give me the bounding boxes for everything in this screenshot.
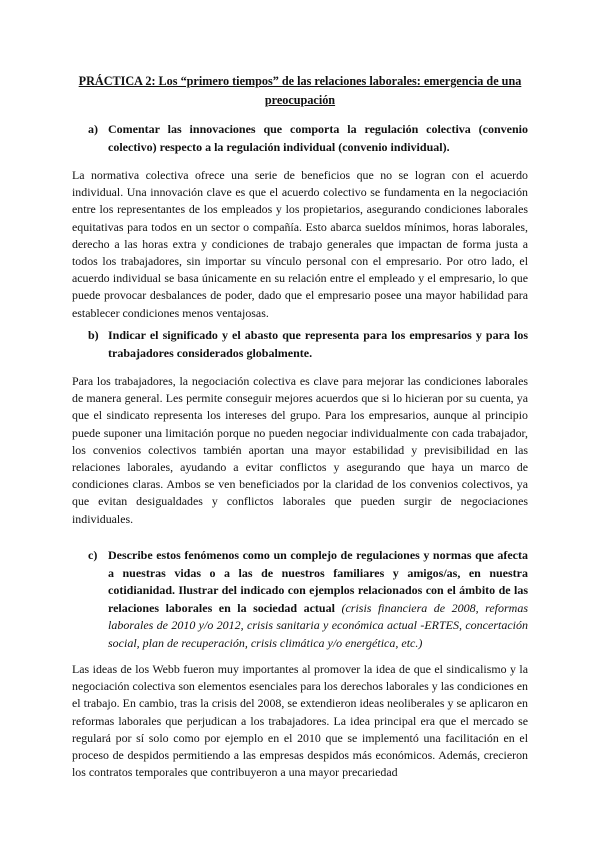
section-c-heading-italic: (crisis financiera de 2008, reformas laborales de 2010 y/o 2012, crisis sanitaria y económica actual -ERTES, concertación social, plan de recuperación, crisis climática y/o energética, etc.): [108, 600, 529, 650]
section-b-number: b): [88, 328, 99, 342]
section-c-number: c): [88, 548, 98, 562]
section-a-paragraph: La normativa colectiva ofrece una serie de beneficios que no se logran con el acuerdo individual. Una innovación clave es que el acuerdo colectivo se fundamenta en la negociación entre los representantes de los empleados y los propietarios, asegurando condiciones laborales equitativas para todos en un sector o compañía. Esto abarca sueldos mínimos, horas laborales, derecho a las horas extra y condiciones de trabajo generales que impactan de forma justa a todos los trabajadores, sin importar su vínculo personal con el empresario. Por otro lado, el acuerdo individual se basa únicamente en su relación entre el empleado y el empresario, lo que puede provocar desbalances de poder, dado que el empresario posee una mayor habilidad para establecer condiciones menos ventajosas.: [72, 168, 528, 320]
section-a-heading: [88, 121, 528, 156]
section-a-number: a): [88, 122, 98, 136]
section-c-heading: [88, 547, 528, 652]
section-b-heading-text: Indicar el significado y el abasto que representa para los empresarios y para los trabajadores considerados globalmente.: [108, 328, 528, 360]
section-c-heading-text: Describe estos fenómenos como un complejo de regulaciones y normas que afecta a nuestras vidas o a las de nuestros familiares y amigos/as, en nuestra cotidianidad. Ilustrar del indicado con ejemplos relacionados con el ámbito de las relaciones laborales en la sociedad actual: [108, 548, 528, 615]
section-c-heading-body: [108, 547, 528, 652]
section-c-paragraph: Las ideas de los Webb fueron muy importantes al promover la idea de que el sindicalismo y la negociación colectiva son elementos esenciales para los derechos laborales y las condiciones en el trabajo. En cambio, tras la crisis del 2008, se extendieron ideas neoliberales y se aplicaron en reformas laborales que perjudican a los trabajadores. La idea principal era que el mercado se regulará por sí solo como por ejemplo en el 2010 que se implementó una facilitación en el proceso de despidos permitiendo a las empresas despidos más económicos. Además, crecieron los contratos temporales que contribuyeron a una mayor precariedad: [72, 662, 528, 780]
section-b-paragraph: Para los trabajadores, la negociación colectiva es clave para mejorar las condiciones laborales de manera general. Les permite conseguir mejores acuerdos que si lo hicieran por su cuenta, ya que el sindicato representa los intereses del grupo. Para los empresarios, aunque al principio puede suponer una limitación porque no pueden negociar individualmente con cada trabajador, los convenios colectivos también aportan una mayor estabilidad y previsibilidad en las relaciones laborales, ayudando a evitar conflictos y asegurando que haya un marco de condiciones claras. Ambos se ven beneficiados por la claridad de los convenios colectivos, ya que evitan desigualdades y conflictos laborales que pueden surgir de negociaciones individuales.: [72, 374, 528, 526]
section-b-heading: [88, 327, 528, 362]
section-a-heading-text: Comentar las innovaciones que comporta la regulación colectiva (convenio colectivo) respecto a la regulación individual (convenio individual).: [108, 122, 528, 154]
page-title: PRÁCTICA 2: Los “primero tiempos” de las relaciones laborales: emergencia de una preocupación: [78, 74, 522, 107]
